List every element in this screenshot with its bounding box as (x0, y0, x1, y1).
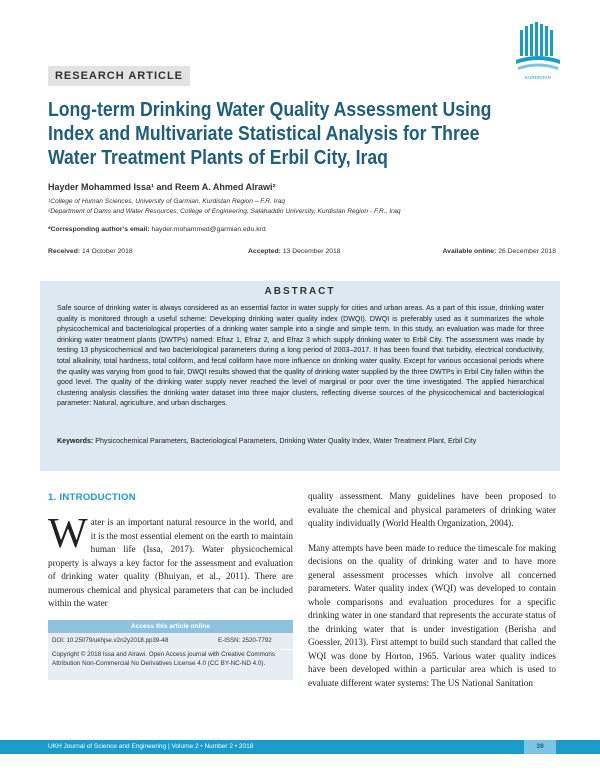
authors: Hayder Mohammed Issa¹ and Reem A. Ahmed Alrawi² (48, 182, 276, 192)
online-date: 26 December 2018 (498, 248, 556, 255)
keywords (57, 436, 544, 447)
left-column (48, 511, 293, 611)
keywords-list: Physicochemical Parameters, Bacteriological Parameters, Drinking Water Quality Index, Water Treatment Plant, Erbil City (95, 437, 477, 445)
keywords-label: Keywords: (57, 437, 94, 445)
corresponding-label: *Corresponding author’s email: (48, 226, 150, 233)
abstract-heading: ABSTRACT (264, 286, 336, 297)
online-label: Available online: (442, 248, 497, 255)
paper-title (48, 98, 492, 170)
received-label: Received: (48, 248, 81, 255)
footer-journal: UKH Journal of Science and Engineering | Volume 2 • Number 2 • 2018 (48, 743, 254, 750)
title-line: Index and Multivariate Statistical Analysis for Three (48, 122, 480, 145)
title-line: Water Treatment Plants of Erbil City, Iraq (48, 146, 388, 169)
copyright-box (48, 650, 293, 680)
eissn: E-ISSN: 2520-7792 (218, 637, 272, 644)
intro-paragraph: quality assessment. Many guidelines have been proposed to evaluate the chemical and physical parameters of drinking water quality individually (World Health Organization, 2004). (308, 491, 556, 528)
intro-paragraph: ater is an important natural resource in the world, and it is the most essential element on the earth to maintain human life (Issa, 2017). Water physicochemical property is always a key factor for the assessment and evaluation of drinking water quality (Bhuiyan, et al., 2011). There are numerous chemical and physical parameters that can be included within the water (48, 517, 293, 608)
page-footer (0, 740, 600, 754)
right-column (308, 490, 556, 701)
journal-logo (510, 20, 566, 76)
access-online-heading: Access this article online (48, 620, 293, 633)
title-line: Long-term Drinking Water Quality Assessment Using (48, 98, 492, 121)
drop-cap: W (48, 511, 88, 557)
received-date: 14 October 2018 (82, 248, 133, 255)
doi-link[interactable]: DOI: 10.25079/ukhjse.v2n2y2018.pp39-48 (52, 637, 169, 644)
accepted-date: 13 December 2018 (282, 248, 341, 255)
affiliation-2: ²Department of Dams and Water Resources, College of Engineering, Salahaddin University, Kurdistan Region - F.R., Iraq (48, 208, 401, 215)
copyright-text: Copyright © 2018 Issa and Alrawi. Open Access journal with Creative Commons Attribution Non-Commercial No Derivatives License 4.0 (CC BY-NC-ND 4.0). (52, 651, 276, 667)
corresponding-email[interactable]: hayder.mohammed@garmian.edu.krd (151, 226, 266, 233)
access-identifiers (48, 633, 293, 649)
section-heading: 1. INTRODUCTION (48, 492, 136, 503)
page-number: 39 (524, 740, 556, 754)
article-type-badge: RESEARCH ARTICLE (48, 66, 190, 86)
logo-caption: KURDISTAN (525, 75, 551, 80)
accepted-label: Accepted: (248, 248, 281, 255)
affiliation-1: ¹College of Human Sciences, University of Garmian, Kurdistan Region – F.R. Iraq (48, 198, 285, 205)
corresponding-author (48, 226, 266, 233)
abstract-text: Safe source of drinking water is always considered as an essential factor in water supply for cities and urban areas. As a part of this issue, drinking water quality is monitored through a useful scheme: Developing drinking water quality index (DWQI). DWQI is preferably used as it summarizes the whole physicochemical and bacteriological properties of a drinking water sample into a single and simple term. In this study, an evaluation was made for three drinking water treatment plants (DWTPs) named: Efraz 1, Efraz 2, and Efraz 3 which supply drinking water to Erbil City. The assessment was made by testing 13 physicochemical and two bacteriological parameters during a long period of 2003–2017. It has been found that turbidity, electrical conductivity, total alkalinity, total hardness, total coliform, and fecal coliform have more influence on drinking water quality. Except for various occasional periods where the quality was varying from good to fair, DWQI results showed that the quality of drinking water supplied by the three DWTPs in Erbil City fallen within the good level. The quality of the drinking water supply never reached the level of marginal or poor over the time investigated. The applied hierarchical clustering analysis classifies the drinking water dataset into three major clusters, reflecting diverse sources of the physicochemical and bacteriological parameter: Natural, agriculture, and urban discharges. (57, 304, 544, 408)
intro-paragraph: Many attempts have been made to reduce the timescale for making decisions on the quality of drinking water and to have more general assessment processes which involve all concerned parameters. Water quality index (WQI) was developed to contain whole comparisons and evaluation procedures for a specific drinking water in one standard that represents the accurate status of the drinking water that is under investigation (Berisha and Goessler, 2013). First attempt to build such standard that called the WQI was done by Horton, 1965. Various water quality indices have been developed within a particular area which is used to evaluate different water systems: The US National Sanitation (308, 542, 556, 688)
